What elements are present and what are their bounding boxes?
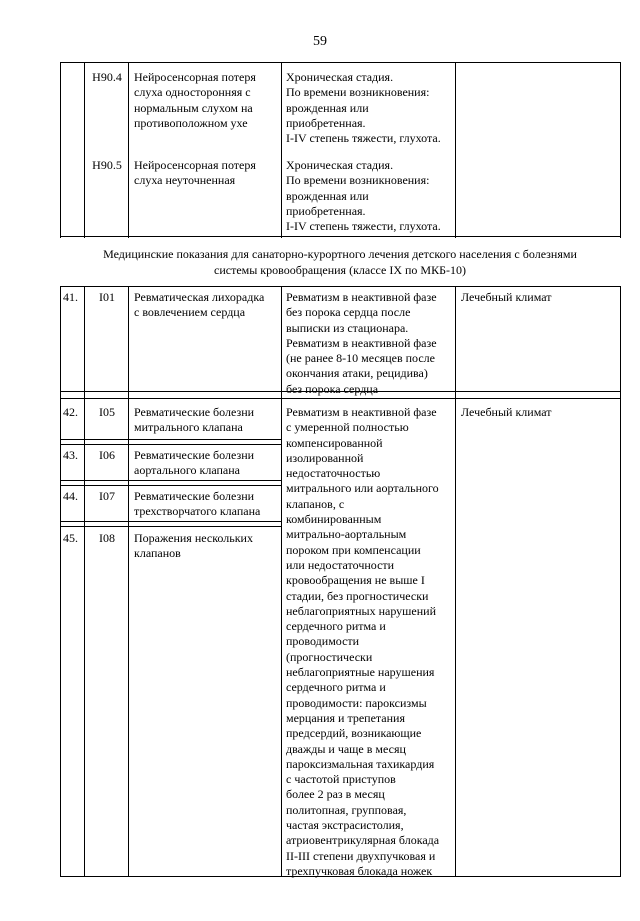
- icd-code: I07: [99, 489, 115, 503]
- row-divider: [60, 398, 620, 399]
- merged-condition-text: Ревматизм в неактивной фазе с умеренной полностью компенсированной изолированной недостаточностью митрального или аортального клапанов, с комбинированным митрально-аортальным пороком при компенсации или недостаточности кровообращения не выше I стадии, без прогностически неблагоприятных нарушений сердечного ритма и проводимости (прогностически неблагоприятные нарушения сердечного ритма и проводимости: пароксизмы мерцания и трепетания предсердий, возникающие дважды и чаще в месяц пароксизмальная тахикардия с частотой приступов более 2 раз в месяц политопная, групповая, частая экстрасистолия, атриовентрикулярная блокада II-III степени двухпучковая и трехпучковая блокада ножек: [286, 405, 440, 878]
- diagnosis-name: Ревматические болезни трехстворчатого клапана: [134, 489, 261, 519]
- diagnosis-name: Поражения нескольких клапанов: [134, 531, 253, 561]
- icd-code: I05: [99, 405, 115, 419]
- column-divider: [84, 62, 85, 238]
- column-divider: [455, 62, 456, 238]
- row-number: 43.: [63, 448, 78, 462]
- row-divider: [60, 444, 281, 445]
- condition-text: Ревматизм в неактивной фазе без порока сердца после выписки из стационара. Ревматизм в неактивной фазе (не ранее 8-10 месяцев после окончания атаки, рецидива) без порока сердца: [286, 290, 437, 396]
- row-divider: [60, 439, 281, 440]
- treatment-factor: Лечебный климат: [461, 405, 552, 419]
- condition-text: Хроническая стадия. По времени возникновения: врожденная или приобретенная. I-IV степень тяжести, глухота.: [286, 70, 441, 146]
- diagnosis-name: Нейросенсорная потеря слуха неуточненная: [134, 158, 256, 188]
- row-divider: [60, 521, 281, 522]
- table-border: [620, 286, 621, 877]
- diagnosis-name: Ревматическая лихорадка с вовлечением сердца: [134, 290, 265, 320]
- row-divider: [60, 480, 281, 481]
- column-divider: [455, 286, 456, 877]
- table-border: [620, 62, 621, 238]
- treatment-factor: Лечебный климат: [461, 290, 552, 304]
- row-number: 44.: [63, 489, 78, 503]
- row-divider: [60, 485, 281, 486]
- table-border-top: [60, 286, 620, 287]
- icd-code: I06: [99, 448, 115, 462]
- icd-code: H90.5: [92, 158, 122, 172]
- column-divider: [281, 62, 282, 238]
- column-divider: [281, 286, 282, 877]
- diagnosis-name: Ревматические болезни митрального клапана: [134, 405, 255, 435]
- section-header: Медицинские показания для санаторно-курортного лечения детского населения с болезнями системы кровообращения (классе IX по МКБ-10): [103, 247, 577, 277]
- diagnosis-name: Нейросенсорная потеря слуха односторонняя с нормальным слухом на противоположном ухе: [134, 70, 256, 130]
- icd-code: H90.4: [92, 70, 122, 84]
- column-divider: [84, 286, 85, 877]
- table-border: [60, 62, 61, 238]
- condition-text: Хроническая стадия. По времени возникновения: врожденная или приобретенная. I-IV степень тяжести, глухота.: [286, 158, 441, 234]
- table-border-top: [60, 62, 620, 63]
- row-number: 41.: [63, 290, 78, 304]
- row-divider: [60, 526, 281, 527]
- icd-code: I01: [99, 290, 115, 304]
- page-number: 59: [313, 34, 327, 49]
- icd-code: I08: [99, 531, 115, 545]
- column-divider: [128, 286, 129, 877]
- table-border: [60, 286, 61, 877]
- row-number: 42.: [63, 405, 78, 419]
- row-number: 45.: [63, 531, 78, 545]
- column-divider: [128, 62, 129, 238]
- diagnosis-name: Ревматические болезни аортального клапана: [134, 448, 255, 478]
- table-border: [60, 236, 620, 237]
